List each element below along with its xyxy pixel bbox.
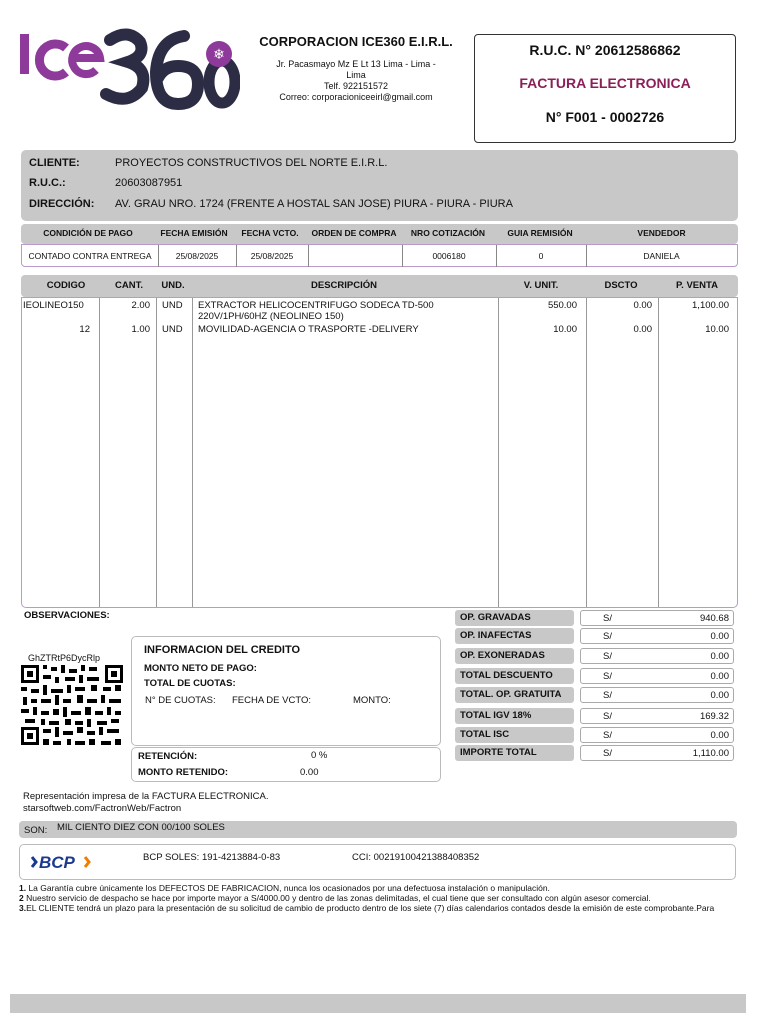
item-qty: 2.00 <box>131 300 150 311</box>
amount: 0.00 <box>710 690 729 701</box>
net-amount-label: MONTO NETO DE PAGO: <box>144 663 257 674</box>
item-total: 10.00 <box>705 324 729 335</box>
items-col-header: UND. <box>161 280 185 291</box>
items-col-header: DESCRIPCIÓN <box>311 280 377 291</box>
items-header <box>21 275 738 297</box>
amount: 1,110.00 <box>692 748 729 759</box>
total-value-box <box>580 687 734 703</box>
terms-notes <box>19 883 738 913</box>
quota-amount-label: MONTO: <box>353 695 391 706</box>
total-value-box <box>580 668 734 684</box>
items-col-header: DSCTO <box>604 280 638 291</box>
retention-percent: 0 % <box>311 750 328 761</box>
company-address-line1: Jr. Pacasmayo Mz E Lt 13 Lima - Lima - <box>276 59 436 69</box>
currency: S/ <box>603 631 612 642</box>
item-total: 1,100.00 <box>692 300 729 311</box>
payment-col-header: VENDEDOR <box>637 228 686 238</box>
credit-title: INFORMACION DEL CREDITO <box>144 644 301 656</box>
withheld-label: MONTO RETENIDO: <box>138 767 229 778</box>
currency: S/ <box>603 651 612 662</box>
amount: 0.00 <box>710 671 729 682</box>
representation-link[interactable]: starsoftweb.com/FactronWeb/Factron <box>23 803 182 814</box>
total-label: OP. GRAVADAS <box>455 610 574 626</box>
company-address-line2: Lima <box>346 70 366 80</box>
dispatch-guide: 0 <box>538 251 544 261</box>
total-label: OP. EXONERADAS <box>455 648 574 664</box>
observations-label: OBSERVACIONES: <box>24 610 110 621</box>
credit-info-box <box>131 636 441 746</box>
withheld-value: 0.00 <box>300 767 319 778</box>
item-discount: 0.00 <box>633 324 652 335</box>
retention-label: RETENCIÓN: <box>138 751 198 762</box>
company-email: Correo: corporacioniceeirl@gmail.com <box>279 92 433 102</box>
total-value-box <box>580 708 734 724</box>
item-unit: UND <box>162 324 183 335</box>
client-name: PROYECTOS CONSTRUCTIVOS DEL NORTE E.I.R.L. <box>115 157 388 169</box>
client-address: AV. GRAU NRO. 1724 (FRENTE A HOSTAL SAN JOSE) PIURA - PIURA - PIURA <box>115 198 513 210</box>
note: 1. La Garantía cubre únicamente los DEFECTOS DE FABRICACION, nunca los ocasionados por una defectuosa instalación o manipulación. <box>19 883 550 893</box>
total-value-box <box>580 648 734 664</box>
seller: DANIELA <box>643 251 680 261</box>
due-date: 25/08/2025 <box>250 251 294 261</box>
invoice-id-box <box>474 34 736 143</box>
bcp-logo <box>30 851 98 873</box>
representation-line1: Representación impresa de la FACTURA ELECTRONICA. <box>23 791 269 802</box>
representation-note <box>23 791 269 815</box>
total-quotas-label: TOTAL DE CUOTAS: <box>144 678 236 689</box>
company-logo <box>18 28 240 110</box>
currency: S/ <box>603 748 612 759</box>
payment-col-header: NRO COTIZACIÓN <box>410 228 486 238</box>
client-ruc: 20603087951 <box>115 177 183 189</box>
payment-col-header: ORDEN DE COMPRA <box>311 228 397 238</box>
item-unit-price: 10.00 <box>553 324 577 335</box>
amount: 940.68 <box>699 613 729 624</box>
items-col-header: CODIGO <box>46 280 86 291</box>
bank-soles-account: BCP SOLES: 191-4213884-0-83 <box>143 852 281 863</box>
item-code: 12 <box>79 324 90 335</box>
item-description-2: 220V/1PH/60HZ (NEOLINEO 150) <box>198 311 344 322</box>
payment-col-header: GUIA REMISIÓN <box>507 228 573 238</box>
currency: S/ <box>603 671 612 682</box>
client-ruc-label: R.U.C.: <box>29 177 66 189</box>
quota-due-date-label: FECHA DE VCTO: <box>232 695 312 706</box>
total-value-box <box>580 610 734 626</box>
item-description: EXTRACTOR HELICOCENTRIFUGO SODECA TD-500 <box>198 300 434 311</box>
currency: S/ <box>603 613 612 624</box>
item-unit-price: 550.00 <box>547 300 577 311</box>
total-label: TOTAL. OP. GRATUITA <box>455 687 574 703</box>
qr-code <box>21 665 123 745</box>
payment-col-header: FECHA VCTO. <box>241 228 299 238</box>
bank-cci: CCI: 00219100421388408352 <box>352 852 480 863</box>
amount: 169.32 <box>699 711 729 722</box>
payment-header <box>21 224 738 244</box>
company-info <box>246 34 466 103</box>
client-section <box>21 150 738 221</box>
currency: S/ <box>603 690 612 701</box>
ice360-wordmark <box>20 34 235 104</box>
item-description: MOVILIDAD-AGENCIA O TRASPORTE -DELIVERY <box>198 324 419 335</box>
total-value-box <box>580 745 734 761</box>
qr-hash: GhZTRtP6DycRlp <box>28 653 101 663</box>
amount-words-value: MIL CIENTO DIEZ CON 00/100 SOLES <box>57 822 225 833</box>
payment-col-header: FECHA EMISIÓN <box>160 228 228 238</box>
total-label: TOTAL ISC <box>455 727 574 743</box>
items-col-header: V. UNIT. <box>523 280 559 291</box>
items-table <box>21 297 738 608</box>
bottom-bar <box>10 994 746 1013</box>
company-name: CORPORACION ICE360 E.I.R.L. <box>259 34 453 49</box>
bank-info <box>19 844 736 880</box>
payment-row <box>21 244 738 267</box>
note: 3.EL CLIENTE tendrá un plazo para la presentación de su solicitud de cambio de producto dentro de los siete (7) días calendarios contados desde la emisión de este comprobante.Para <box>19 903 715 913</box>
amount: 0.00 <box>710 730 729 741</box>
items-col-header: P. VENTA <box>676 280 718 291</box>
total-label: TOTAL IGV 18% <box>455 708 574 724</box>
bcp-logo-text: BCP <box>39 853 75 872</box>
client-address-label: DIRECCIÓN: <box>29 198 95 210</box>
invoice-type: FACTURA ELECTRONICA <box>519 75 691 91</box>
items-col-header: CANT. <box>115 280 143 291</box>
issue-date: 25/08/2025 <box>175 251 219 261</box>
payment-condition: CONTADO CONTRA ENTREGA <box>28 251 152 261</box>
item-discount: 0.00 <box>633 300 652 311</box>
total-value-box <box>580 727 734 743</box>
invoice-number: N° F001 - 0002726 <box>545 109 665 125</box>
currency: S/ <box>603 711 612 722</box>
total-label: TOTAL DESCUENTO <box>455 668 574 684</box>
note: 2 Nuestro servicio de despacho se hace por importe mayor a S/4000.00 y dentro de las zonas delimitadas, el cual tiene que ser consultado con algún asesor comercial. <box>19 893 651 903</box>
currency: S/ <box>603 730 612 741</box>
amount: 0.00 <box>710 631 729 642</box>
amount-words-label: SON: <box>24 825 48 836</box>
item-code: IEOLINEO150 <box>23 300 84 311</box>
client-label: CLIENTE: <box>29 157 80 169</box>
total-value-box <box>580 628 734 644</box>
retention-box <box>131 747 441 782</box>
amount: 0.00 <box>710 651 729 662</box>
item-unit: UND <box>162 300 183 311</box>
payment-col-header: CONDICIÓN DE PAGO <box>43 228 133 238</box>
total-label: IMPORTE TOTAL <box>455 745 574 761</box>
svg-text:❄: ❄ <box>213 47 225 63</box>
item-qty: 1.00 <box>131 324 150 335</box>
quota-number-label: N° DE CUOTAS: <box>145 695 216 706</box>
amount-in-words <box>19 821 737 838</box>
quote-number: 0006180 <box>432 251 466 261</box>
total-label: OP. INAFECTAS <box>455 628 574 644</box>
company-phone: Telf. 922151572 <box>323 81 389 91</box>
issuer-ruc: R.U.C. N° 20612586862 <box>529 42 681 58</box>
